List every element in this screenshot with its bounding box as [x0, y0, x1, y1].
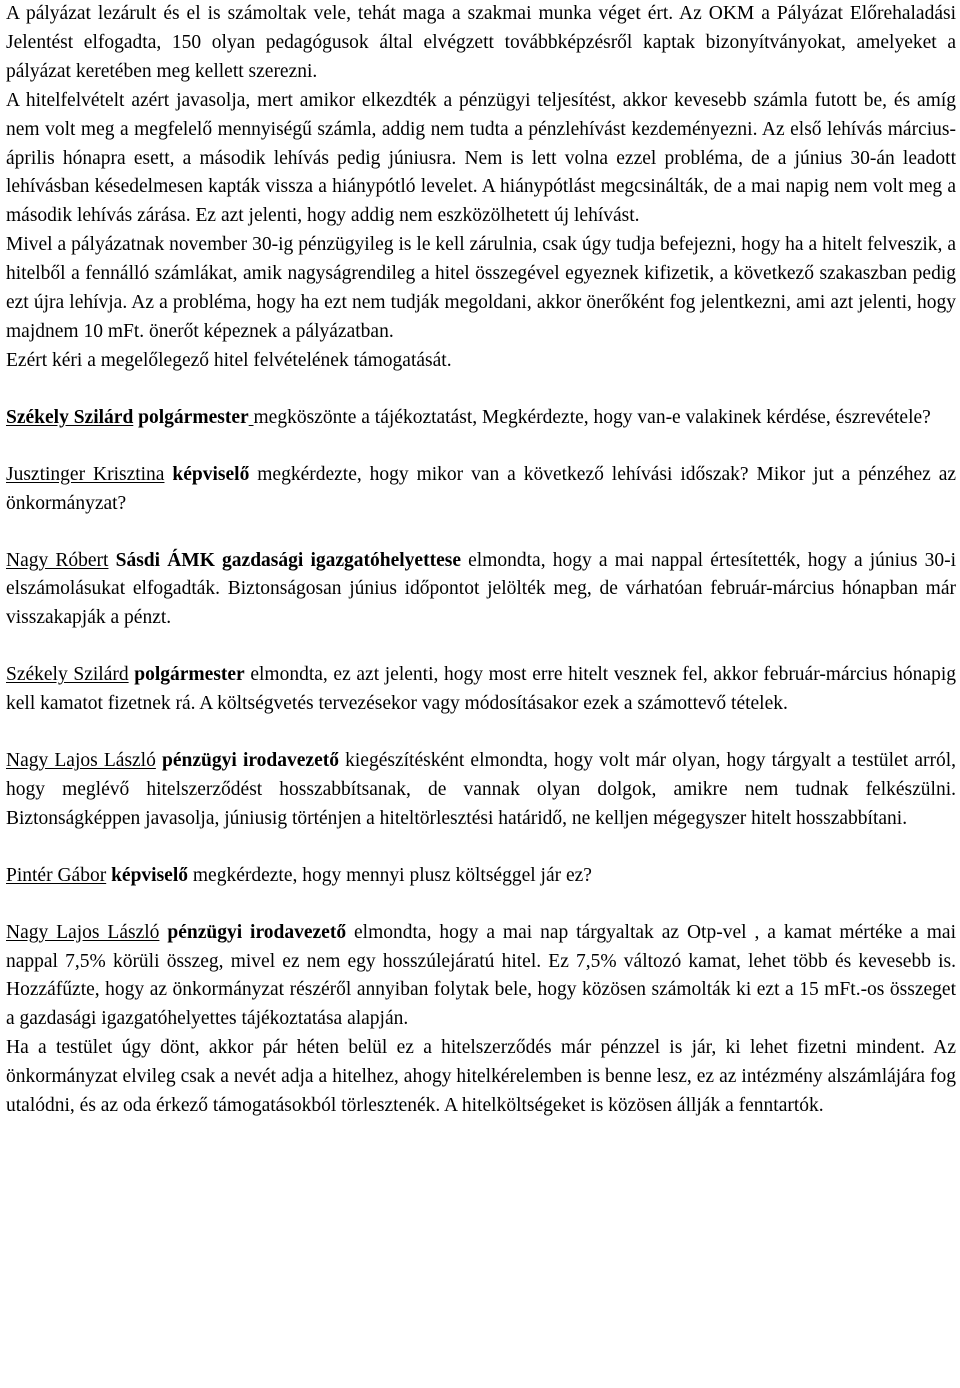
paragraph — [6, 87, 956, 232]
speaker-name: Nagy Lajos László — [6, 750, 156, 772]
paragraph-text: kiegészítésként elmondta, hogy volt már olyan, hogy tárgyalt a testület arról, hogy meglévő hitelszerződést hosszabbítsanak, de vannak olyan dolgok, amikre nem tudnak felkészülni. Biztonságképpen javasolja, júniusig történjen a hiteltörlesztési határidő, ne kelljen mégegyszer hitelt hosszabbítani. — [6, 750, 957, 829]
speaker-title: pénzügyi irodavezető — [162, 750, 339, 772]
paragraph-text: megkérdezte, hogy mennyi plusz költséggel jár ez? — [188, 864, 592, 886]
speaker-name: Pintér Gábor — [6, 864, 107, 886]
paragraph-text: elmondta, hogy a mai nap tárgyaltak az Otp-vel , a kamat mértéke a mai nappal 7,5% körüli összeg, mivel ez nem egy hosszúlejáratú hitel. Ez 7,5% változó kamat, lehet több és kevesebb is. Hozzáfűzte, hogy az önkormányzat részéről annyiban folytak bele, hogy közösen számolták ki ezt a 15 mFt.-os összeget a gazdasági igazgatóhelyettes tájékoztatása alapján. — [6, 921, 956, 1030]
paragraph-text: A hitelfelvételt azért javasolja, mert amikor elkezdték a pénzügyi teljesítést, akkor kevesebb számla futott be, és amíg nem volt meg a megfelelő mennyiségű számla, addig nem tudta a pénzlehívást kezdeményezni. Az első lehívás március-április hónapra esett, a második lehívás pedig júniusra. Nem is lett volna ezzel probléma, de a június 30-án leadott lehívásban késedelmesen kapták vissza a hiánypótló levelet. A hiánypótlást megcsinálták, de a mai napig nem volt meg a második lehívás zárása. Ez azt jelenti, hogy addig nem eszközölhetett új lehívást. — [6, 89, 956, 227]
paragraph-text — [108, 550, 115, 571]
paragraph-text: A pályázat lezárult és el is számoltak vele, tehát maga a szakmai munka véget ért. Az OKM a Pályázat Előrehaladási Jelentést elfogadta, 150 olyan pedagógusok által elvégzett továbbképzésről kaptak bizonyítványokat, amelyeket a pályázat keretében meg kellett szerezni. — [6, 3, 956, 82]
paragraph — [6, 0, 956, 87]
paragraph — [6, 661, 956, 719]
paragraph-text: Mivel a pályázatnak november 30-ig pénzügyileg is le kell zárulnia, csak úgy tudja befejezni, hogy ha a hitelt felveszik, a hitelből a fennálló számlákat, amik nagyságrendileg a hitel összegével egyeznek kifizetik, a következő szakaszban pedig ezt újra lehívja. Az a probléma, hogy ha ezt nem tudják megoldani, akkor önerőként fog jelentkezni, ami azt jelenti, hogy majdnem 10 mFt. önerőt képeznek a pályázatban. — [6, 234, 956, 342]
paragraph — [6, 404, 956, 433]
speaker-name: Székely Szilárd — [6, 406, 134, 428]
paragraph — [6, 1034, 956, 1121]
speaker-name: Jusztinger Krisztina — [6, 463, 165, 485]
speaker-name: Nagy Róbert — [6, 549, 109, 571]
paragraph-text: Ha a testület úgy dönt, akkor pár héten belül ez a hitelszerződés már pénzzel is jár, ki lehet fizetni mindent. Az önkormányzat elvileg csak a nevét adja a hitelhez, ahogy hitelkérelemben is benne lesz, ez az intézmény alszámlájára fog utalódni, és az oda érkező támogatásokból törlesztenék. A hitelköltségeket is közösen állják a fenntartók. — [6, 1037, 956, 1117]
paragraph-text: megkérdezte, hogy mikor van a következő lehívási időszak? Mikor jut a pénzéhez az önkormányzat? — [6, 463, 956, 514]
paragraph — [6, 231, 956, 347]
paragraph-text: megköszönte a tájékoztatást, Megkérdezte, hogy van-e valakinek kérdése, észrevétele? — [253, 406, 931, 428]
paragraph-text: elmondta, ez azt jelenti, hogy most erre hitelt vesznek fel, akkor február-március hónapig kell kamatot fizetnek rá. A költségvetés tervezésekor vagy módosításakor ezek a számottevő tételek. — [6, 664, 957, 715]
paragraph — [6, 347, 956, 376]
speaker-name: Székely Szilárd — [6, 664, 129, 686]
speaker-title: polgármester — [138, 406, 249, 428]
paragraph — [6, 862, 956, 891]
paragraph-text: elmondta, hogy a mai nappal értesítették, hogy a június 30-i elszámolásukat elfogadták. Biztonságosan június időpontot jelölték meg, de várhatóan február-március hónapban már visszakapják a pénzt. — [6, 549, 957, 629]
paragraph — [6, 747, 956, 834]
speaker-title: Sásdi ÁMK gazdasági igazgatóhelyettese — [115, 549, 461, 571]
speaker-name: Nagy Lajos László — [6, 921, 160, 943]
speaker-title: képviselő — [172, 463, 250, 485]
speaker-title: képviselő — [111, 864, 188, 886]
speaker-title: polgármester — [134, 664, 245, 686]
paragraph-text: Ezért kéri a megelőlegező hitel felvételének támogatását. — [6, 349, 452, 371]
paragraph — [6, 461, 956, 519]
paragraph — [6, 919, 956, 1035]
paragraph — [6, 547, 956, 634]
speaker-title: pénzügyi irodavezető — [167, 921, 347, 943]
